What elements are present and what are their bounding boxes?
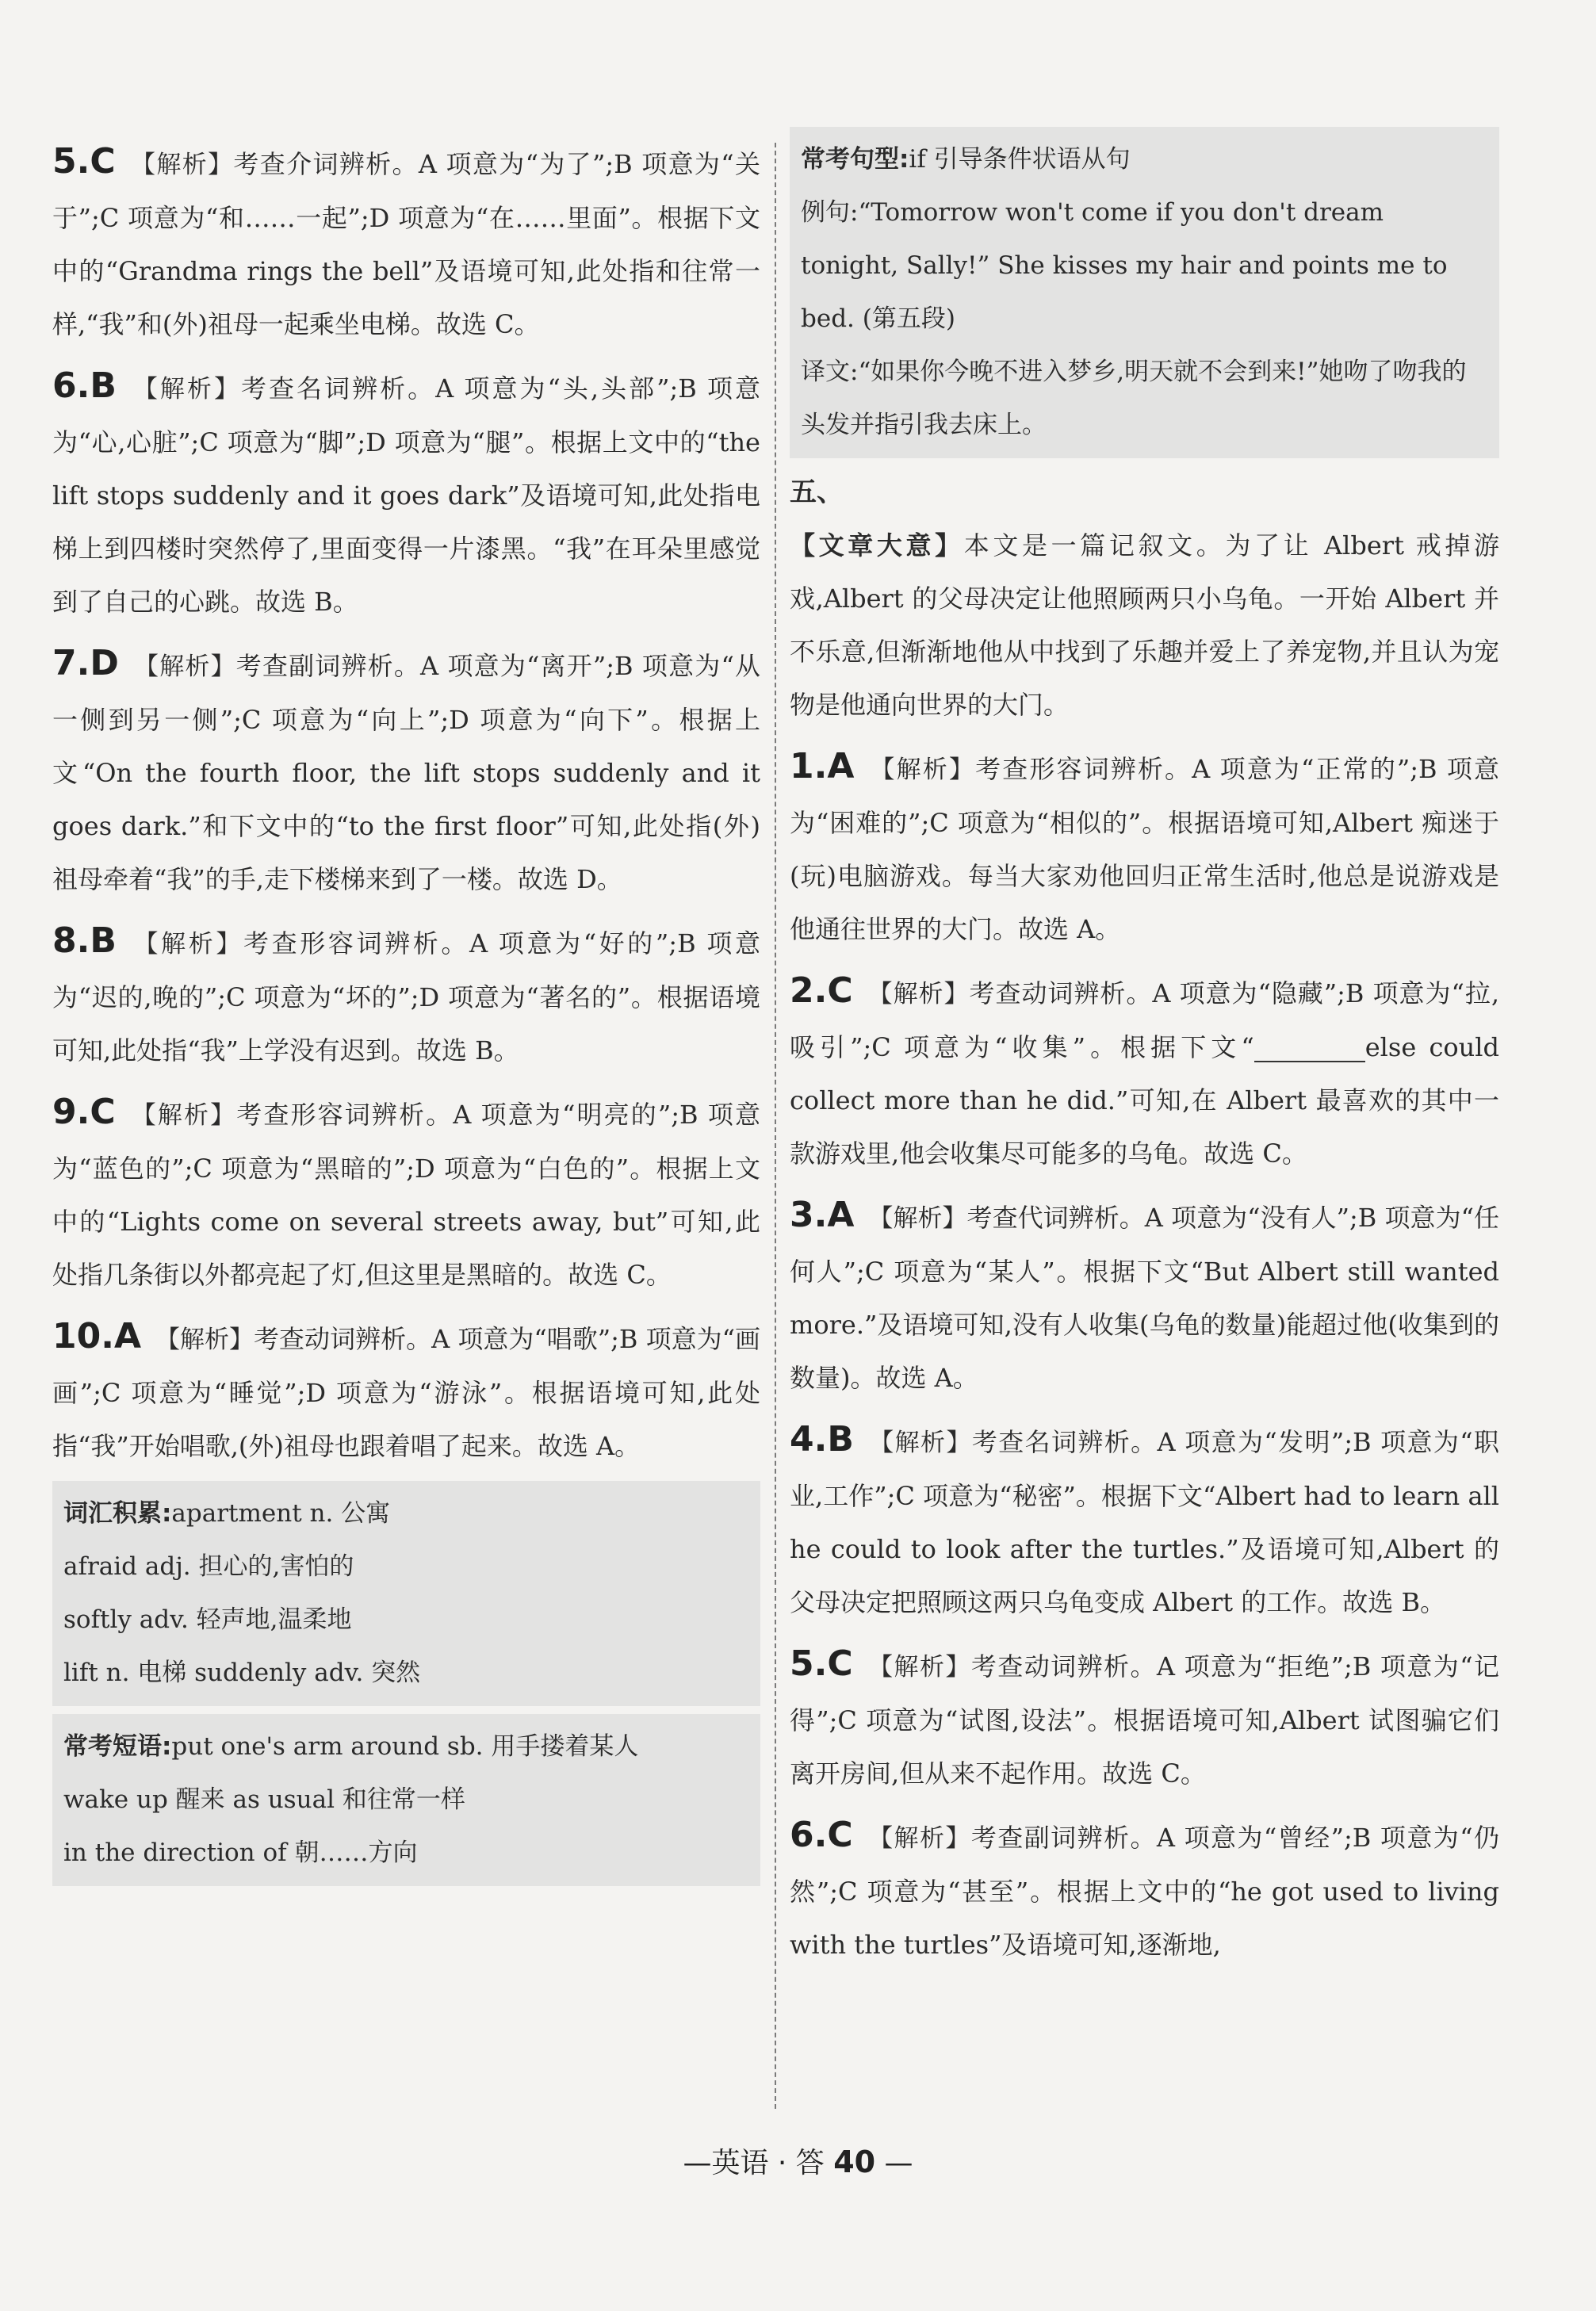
vocab-box bbox=[52, 1481, 760, 1706]
analysis-tag: 【解析】 bbox=[129, 1101, 237, 1130]
sentence-box bbox=[790, 127, 1499, 458]
item-number: 8.B bbox=[52, 920, 117, 961]
fill-blank bbox=[1254, 1037, 1365, 1062]
answer-item bbox=[790, 1637, 1499, 1800]
phrase-label: 常考短语: bbox=[63, 1732, 172, 1761]
analysis-tag: 【解析】 bbox=[129, 151, 234, 179]
answer-item bbox=[790, 740, 1499, 956]
item-text: 考查名词辨析。A 项意为“头,头部”;B 项意为“心,心脏”;C 项意为“脚”;D 项意为“腿”。根据上文中的“the lift stops suddenly and it goes dark”及语境可知,此处指电梯上到四楼时突然停了,里面变得一片漆黑。“我”在耳朵里感觉到了自己的心跳。故选 B。 bbox=[52, 373, 760, 617]
item-text: 考查介词辨析。A 项意为“为了”;B 项意为“关于”;C 项意为“和……一起”;D 项意为“在……里面”。根据下文中的“Grandma rings the bell”及语境可知,此处指和往常一样,“我”和(外)祖母一起乘坐电梯。故选 C。 bbox=[52, 149, 760, 339]
analysis-tag: 【解析】 bbox=[130, 375, 241, 404]
item-number: 3.A bbox=[790, 1195, 855, 1235]
answer-item bbox=[52, 637, 760, 906]
analysis-tag: 【解析】 bbox=[155, 1326, 255, 1354]
item-number: 9.C bbox=[52, 1092, 116, 1132]
answer-item bbox=[52, 1310, 760, 1473]
analysis-tag: 【解析】 bbox=[868, 1204, 967, 1233]
phrase-line: in the direction of 朝……方向 bbox=[63, 1838, 418, 1867]
footer-prefix: —英语 · 答 bbox=[683, 2147, 834, 2179]
item-text: 考查副词辨析。A 项意为“曾经”;B 项意为“仍然”;C 项意为“甚至”。根据上文中的“he got used to living with the turtles”及语境可知,逐渐地, bbox=[790, 1823, 1499, 1960]
analysis-tag: 【解析】 bbox=[130, 930, 243, 958]
analysis-tag: 【解析】 bbox=[132, 652, 236, 681]
item-text: 考查形容词辨析。A 项意为“正常的”;B 项意为“困难的”;C 项意为“相似的”。根据语境可知,Albert 痴迷于(玩)电脑游戏。每当大家劝他回归正常生活时,他总是说游戏是他通往世界的大门。故选 A。 bbox=[790, 754, 1499, 944]
column-divider bbox=[775, 143, 776, 2109]
section-heading: 五、 bbox=[790, 476, 844, 508]
vocab-line: afraid adj. 担心的,害怕的 bbox=[63, 1552, 354, 1581]
sentence-example: 例句:“Tomorrow won't come if you don't dream tonight, Sally!” She kisses my hair and points me to bed. (第五段) bbox=[801, 198, 1448, 333]
vocab-line: apartment n. 公寓 bbox=[171, 1499, 391, 1528]
item-number: 1.A bbox=[790, 746, 855, 786]
sentence-translation: 译文:“如果你今晚不进入梦乡,明天就不会到来!”她吻了吻我的头发并指引我去床上。 bbox=[801, 358, 1467, 439]
page-footer bbox=[0, 2141, 1596, 2181]
item-text: 考查形容词辨析。A 项意为“明亮的”;B 项意为“蓝色的”;C 项意为“黑暗的”;D 项意为“白色的”。根据上文中的“Lights come on several streets away, but”可知,此处指几条街以外都亮起了灯,但这里是黑暗的。故选 C。 bbox=[52, 1100, 760, 1290]
item-text: 考查副词辨析。A 项意为“离开”;B 项意为“从一侧到另一侧”;C 项意为“向上”;D 项意为“向下”。根据上文“On the fourth floor, the lift stops suddenly and it goes dark.”和下文中的“to the first floor”可知,此处指(外)祖母牵着“我”的手,走下楼梯来到了一楼。故选 D。 bbox=[52, 651, 760, 894]
phrase-line: put one's arm around sb. 用手搂着某人 bbox=[171, 1732, 639, 1761]
answer-item bbox=[790, 1188, 1499, 1405]
summary-label: 【文章大意】 bbox=[790, 530, 964, 561]
analysis-tag: 【解析】 bbox=[867, 980, 970, 1008]
analysis-tag: 【解析】 bbox=[867, 1429, 972, 1457]
item-text: 考查动词辨析。A 项意为“隐藏”;B 项意为“拉,吸引”;C 项意为“收集”。根据下文“ bbox=[790, 978, 1499, 1062]
item-text: else could collect more than he did.”可知,在 Albert 最喜欢的其中一款游戏里,他会收集尽可能多的乌龟。故选 C。 bbox=[790, 1032, 1499, 1169]
answer-item bbox=[790, 1808, 1499, 1972]
item-text: 考查名词辨析。A 项意为“发明”;B 项意为“职业,工作”;C 项意为“秘密”。根据下文“Albert had to learn all he could to look after the turtles.”及语境可知,Albert 的父母决定把照顾这两只乌龟变成 Albert 的工作。故选 B。 bbox=[790, 1427, 1499, 1617]
answer-item bbox=[52, 914, 760, 1077]
answer-item bbox=[790, 1413, 1499, 1629]
item-text: 考查动词辨析。A 项意为“唱歌”;B 项意为“画画”;C 项意为“睡觉”;D 项意为“游泳”。根据语境可知,此处指“我”开始唱歌,(外)祖母也跟着唱了起来。故选 A。 bbox=[52, 1324, 760, 1461]
item-number: 7.D bbox=[52, 643, 119, 683]
answer-item bbox=[52, 359, 760, 629]
item-number: 6.C bbox=[790, 1815, 853, 1855]
item-number: 2.C bbox=[790, 970, 853, 1011]
left-column bbox=[52, 135, 760, 1894]
analysis-tag: 【解析】 bbox=[867, 1653, 971, 1682]
phrase-box bbox=[52, 1714, 760, 1886]
analysis-tag: 【解析】 bbox=[868, 756, 976, 784]
sentence-title: if 引导条件状语从句 bbox=[909, 145, 1131, 174]
page-number: 40 bbox=[833, 2145, 876, 2179]
item-text: 考查形容词辨析。A 项意为“好的”;B 项意为“迟的,晚的”;C 项意为“坏的”;D 项意为“著名的”。根据语境可知,此处指“我”上学没有迟到。故选 B。 bbox=[52, 928, 760, 1066]
footer-suffix: — bbox=[875, 2147, 913, 2179]
vocab-line: softly adv. 轻声地,温柔地 bbox=[63, 1605, 352, 1634]
item-number: 6.B bbox=[52, 365, 117, 406]
item-text: 考查动词辨析。A 项意为“拒绝”;B 项意为“记得”;C 项意为“试图,设法”。根据语境可知,Albert 试图骗它们离开房间,但从来不起作用。故选 C。 bbox=[790, 1651, 1499, 1789]
phrase-line: wake up 醒来 as usual 和往常一样 bbox=[63, 1785, 465, 1814]
right-column bbox=[790, 135, 1499, 1980]
answer-item bbox=[790, 964, 1499, 1180]
item-number: 4.B bbox=[790, 1419, 854, 1460]
item-text: 考查代词辨析。A 项意为“没有人”;B 项意为“任何人”;C 项意为“某人”。根据下文“But Albert still wanted more.”及语境可知,没有人收集(乌龟的数量)能超过他(收集到的数量)。故选 A。 bbox=[790, 1203, 1499, 1393]
item-number: 5.C bbox=[52, 141, 116, 182]
analysis-tag: 【解析】 bbox=[867, 1824, 971, 1853]
answer-item bbox=[52, 135, 760, 351]
summary bbox=[790, 519, 1499, 732]
sentence-label: 常考句型: bbox=[801, 145, 909, 174]
answer-item bbox=[52, 1085, 760, 1302]
summary-text: 本文是一篇记叙文。为了让 Albert 戒掉游戏,Albert 的父母决定让他照顾两只小乌龟。一开始 Albert 并不乐意,但渐渐地他从中找到了乐趣并爱上了养宠物,并且认为宠物是他通向世界的大门。 bbox=[790, 530, 1499, 720]
vocab-line: lift n. 电梯 suddenly adv. 突然 bbox=[63, 1659, 421, 1687]
item-number: 5.C bbox=[790, 1643, 853, 1684]
item-number: 10.A bbox=[52, 1316, 141, 1356]
vocab-label: 词汇积累: bbox=[63, 1499, 172, 1528]
